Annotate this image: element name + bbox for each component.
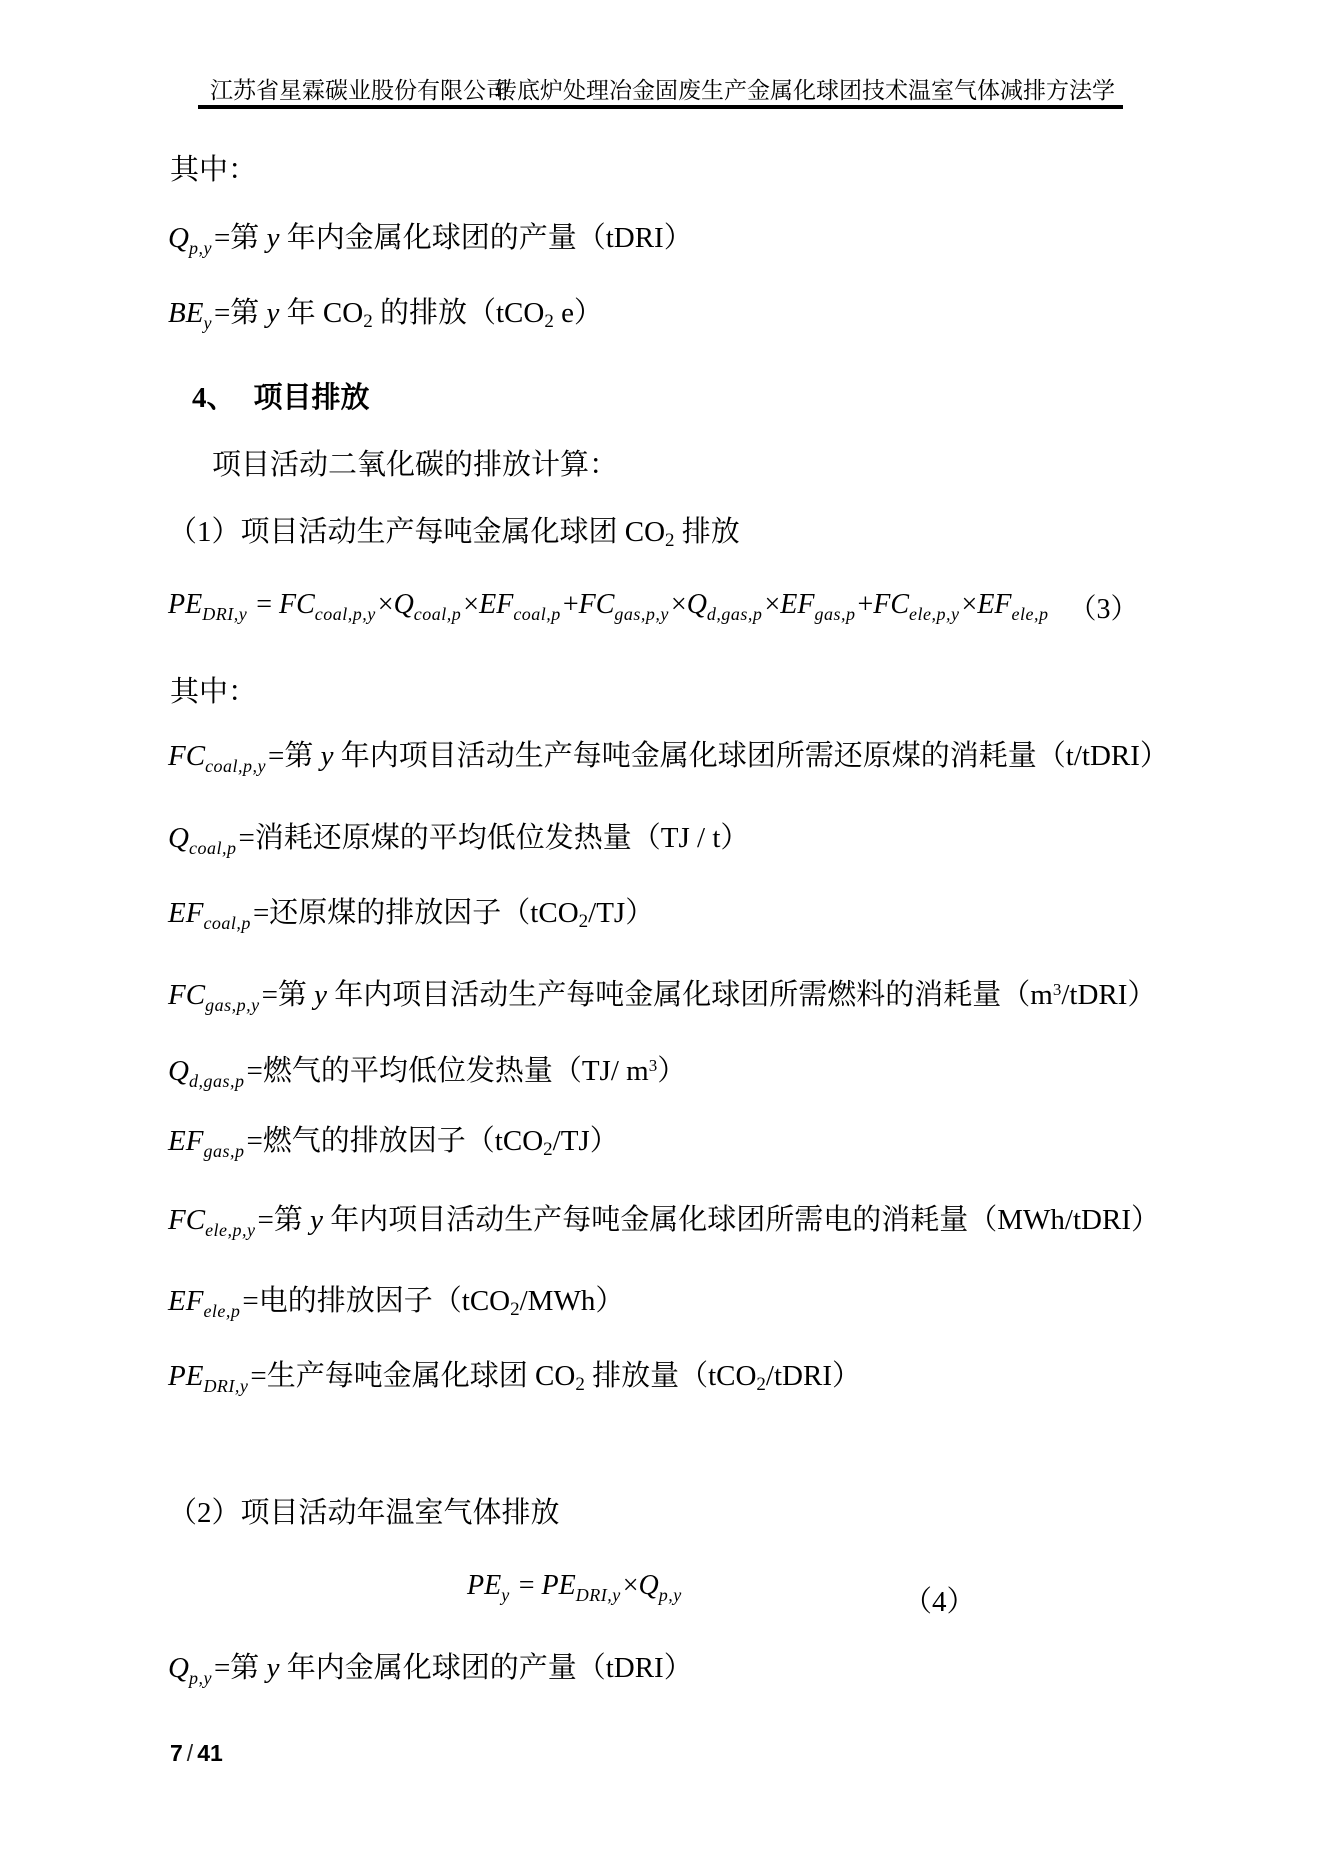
variable-subscript: coal,p,y	[314, 604, 376, 624]
variable-subscript: ele,p,y	[205, 1220, 256, 1240]
variable: Q	[168, 222, 189, 254]
variable-subscript: gas,p	[814, 604, 856, 624]
paragraph-line: （2）项目活动年温室气体排放	[168, 1497, 560, 1529]
text-segment: ×	[377, 589, 394, 620]
variable-subscript: coal,p	[203, 913, 251, 933]
text-segment: =	[249, 589, 279, 620]
variable: y	[320, 740, 334, 772]
definition-line	[168, 818, 749, 868]
text-segment: ）	[657, 1055, 687, 1087]
variable: Q	[686, 589, 707, 620]
variable: EF	[168, 897, 204, 929]
text-segment: 年内金属化球团的产量（tDRI）	[279, 1652, 693, 1684]
variable: FC	[578, 589, 615, 620]
variable-subscript: DRI,y	[202, 604, 248, 624]
definition-line	[168, 512, 740, 561]
subscript: 2	[363, 311, 373, 332]
text-segment: +	[562, 589, 579, 620]
text-segment: ×	[961, 589, 978, 620]
text-segment: 排放	[674, 516, 740, 548]
text-segment: =消耗还原煤的平均低位发热量（TJ / t）	[238, 822, 750, 854]
subscript: 2	[510, 1299, 520, 1320]
paragraph-line: 其中：	[170, 154, 258, 186]
page-separator: /	[186, 1740, 194, 1766]
variable: y	[266, 1652, 280, 1684]
definition-line	[168, 1648, 693, 1698]
variable: y	[314, 979, 328, 1011]
variable: Q	[638, 1570, 659, 1601]
variable-subscript: p,y	[188, 238, 212, 258]
definition-line	[168, 1281, 624, 1331]
variable: PE	[467, 1570, 502, 1601]
text-segment: /tDRI）	[765, 1360, 861, 1392]
subscript: 2	[665, 530, 675, 551]
text-segment: +	[857, 589, 874, 620]
variable: Q	[168, 1652, 189, 1684]
variable: PE	[168, 589, 203, 620]
variable-subscript: DRI,y	[575, 1585, 621, 1605]
text-segment: =电的排放因子（tCO	[242, 1285, 511, 1317]
variable: EF	[780, 589, 815, 620]
text-segment: ×	[764, 589, 781, 620]
variable: FC	[168, 740, 206, 772]
definition-line	[168, 218, 693, 268]
variable-subscript: d,gas,p	[706, 604, 763, 624]
variable: FC	[168, 1204, 206, 1236]
subscript: 2	[544, 311, 554, 332]
subscript: 2	[578, 911, 589, 932]
text-segment: =第	[213, 1652, 267, 1684]
paragraph-line: 其中：	[170, 676, 258, 708]
section-number: 4、	[192, 382, 236, 414]
variable-subscript: DRI,y	[203, 1376, 249, 1396]
variable: Q	[393, 589, 414, 620]
text-segment: 年 CO	[279, 297, 364, 329]
text-segment: =第	[261, 979, 315, 1011]
text-segment: ×	[463, 589, 480, 620]
text-segment: =第	[257, 1204, 311, 1236]
equation-number: （3）	[1068, 594, 1139, 625]
variable: BE	[168, 297, 204, 329]
text-segment: ×	[670, 589, 687, 620]
variable-subscript: y	[203, 313, 212, 333]
paragraph-line: 项目活动二氧化碳的排放计算：	[212, 449, 619, 481]
definition-line	[168, 970, 1156, 1025]
variable-subscript: coal,p	[413, 604, 462, 624]
text-segment: ×	[622, 1570, 639, 1601]
variable-subscript: gas,p,y	[614, 604, 669, 624]
section-heading	[192, 378, 370, 418]
definition-line	[168, 293, 603, 343]
text-segment: /MWh）	[519, 1285, 625, 1317]
definition-line	[168, 1046, 686, 1101]
text-segment: （1）项目活动生产每吨金属化球团 CO	[168, 516, 666, 548]
variable-subscript: gas,p	[203, 1141, 245, 1161]
variable: FC	[279, 589, 315, 620]
superscript: 3	[648, 1056, 658, 1075]
variable-subscript: coal,p,y	[205, 756, 267, 776]
text-segment: 年内项目活动生产每吨金属化球团所需还原煤的消耗量（t/tDRI）	[333, 740, 1169, 772]
text-segment: =燃气的平均低位发热量（TJ/ m	[246, 1055, 649, 1087]
variable-subscript: coal,p	[513, 604, 561, 624]
variable: EF	[168, 1285, 204, 1317]
variable-subscript: ele,p	[203, 1301, 241, 1321]
text-segment: 的排放（tCO	[372, 297, 545, 329]
text-segment: =生产每吨金属化球团 CO	[250, 1360, 576, 1392]
variable: y	[266, 222, 280, 254]
variable-subscript: p,y	[188, 1668, 212, 1688]
text-segment: =燃气的排放因子（tCO	[246, 1125, 544, 1157]
page-number	[170, 1740, 223, 1767]
variable: y	[266, 297, 280, 329]
variable-subscript: p,y	[658, 1585, 682, 1605]
text-segment: =还原煤的排放因子（tCO	[252, 897, 579, 929]
definition-line	[168, 1356, 861, 1406]
text-segment: =第	[268, 740, 321, 772]
definition-line	[168, 1121, 619, 1171]
variable-subscript: y	[501, 1585, 510, 1605]
definition-line	[168, 1200, 1160, 1250]
definition-line	[168, 736, 1169, 786]
header-company-name: 江苏省星霖碳业股份有限公司	[210, 78, 509, 103]
definition-line	[168, 893, 654, 943]
text-segment: /TJ）	[588, 897, 655, 929]
text-segment: 排放量（tCO	[584, 1360, 757, 1392]
current-page: 7	[170, 1740, 183, 1766]
equation-number: （4）	[903, 1586, 976, 1618]
variable-subscript: ele,p	[1011, 604, 1049, 624]
text-segment: 年内金属化球团的产量（tDRI）	[279, 222, 693, 254]
header-rule	[198, 105, 1123, 109]
text-segment: 年内项目活动生产每吨金属化球团所需燃料的消耗量（m	[327, 979, 1053, 1011]
variable: EF	[479, 589, 514, 620]
subscript: 2	[756, 1374, 766, 1395]
formula-line	[467, 1566, 684, 1615]
total-pages: 41	[197, 1740, 223, 1766]
variable-subscript: d,gas,p	[188, 1071, 245, 1091]
section-title: 项目排放	[253, 382, 370, 414]
text-segment: /tDRI）	[1061, 979, 1157, 1011]
variable: PE	[541, 1570, 576, 1601]
variable: FC	[168, 979, 206, 1011]
variable-subscript: coal,p	[188, 838, 237, 858]
text-segment: 年内项目活动生产每吨金属化球团所需电的消耗量（MWh/tDRI）	[323, 1204, 1160, 1236]
text-segment: =第	[213, 297, 267, 329]
text-segment: /TJ）	[552, 1125, 619, 1157]
variable-subscript: gas,p,y	[205, 995, 260, 1015]
formula-line	[168, 585, 1139, 634]
text-segment: =第	[213, 222, 267, 254]
subscript: 2	[575, 1374, 585, 1395]
variable: PE	[168, 1360, 204, 1392]
header-document-title: 转底炉处理冶金固废生产金属化球团技术温室气体减排方法学	[494, 78, 1115, 103]
variable-subscript: ele,p,y	[909, 604, 960, 624]
variable: y	[310, 1204, 324, 1236]
text-segment: =	[511, 1570, 542, 1601]
variable: FC	[873, 589, 910, 620]
superscript: 3	[1052, 980, 1062, 999]
variable: EF	[168, 1125, 204, 1157]
subscript: 2	[543, 1139, 553, 1160]
text-segment: e）	[553, 297, 603, 329]
variable: Q	[168, 822, 189, 854]
variable: EF	[977, 589, 1012, 620]
variable: Q	[168, 1055, 189, 1087]
